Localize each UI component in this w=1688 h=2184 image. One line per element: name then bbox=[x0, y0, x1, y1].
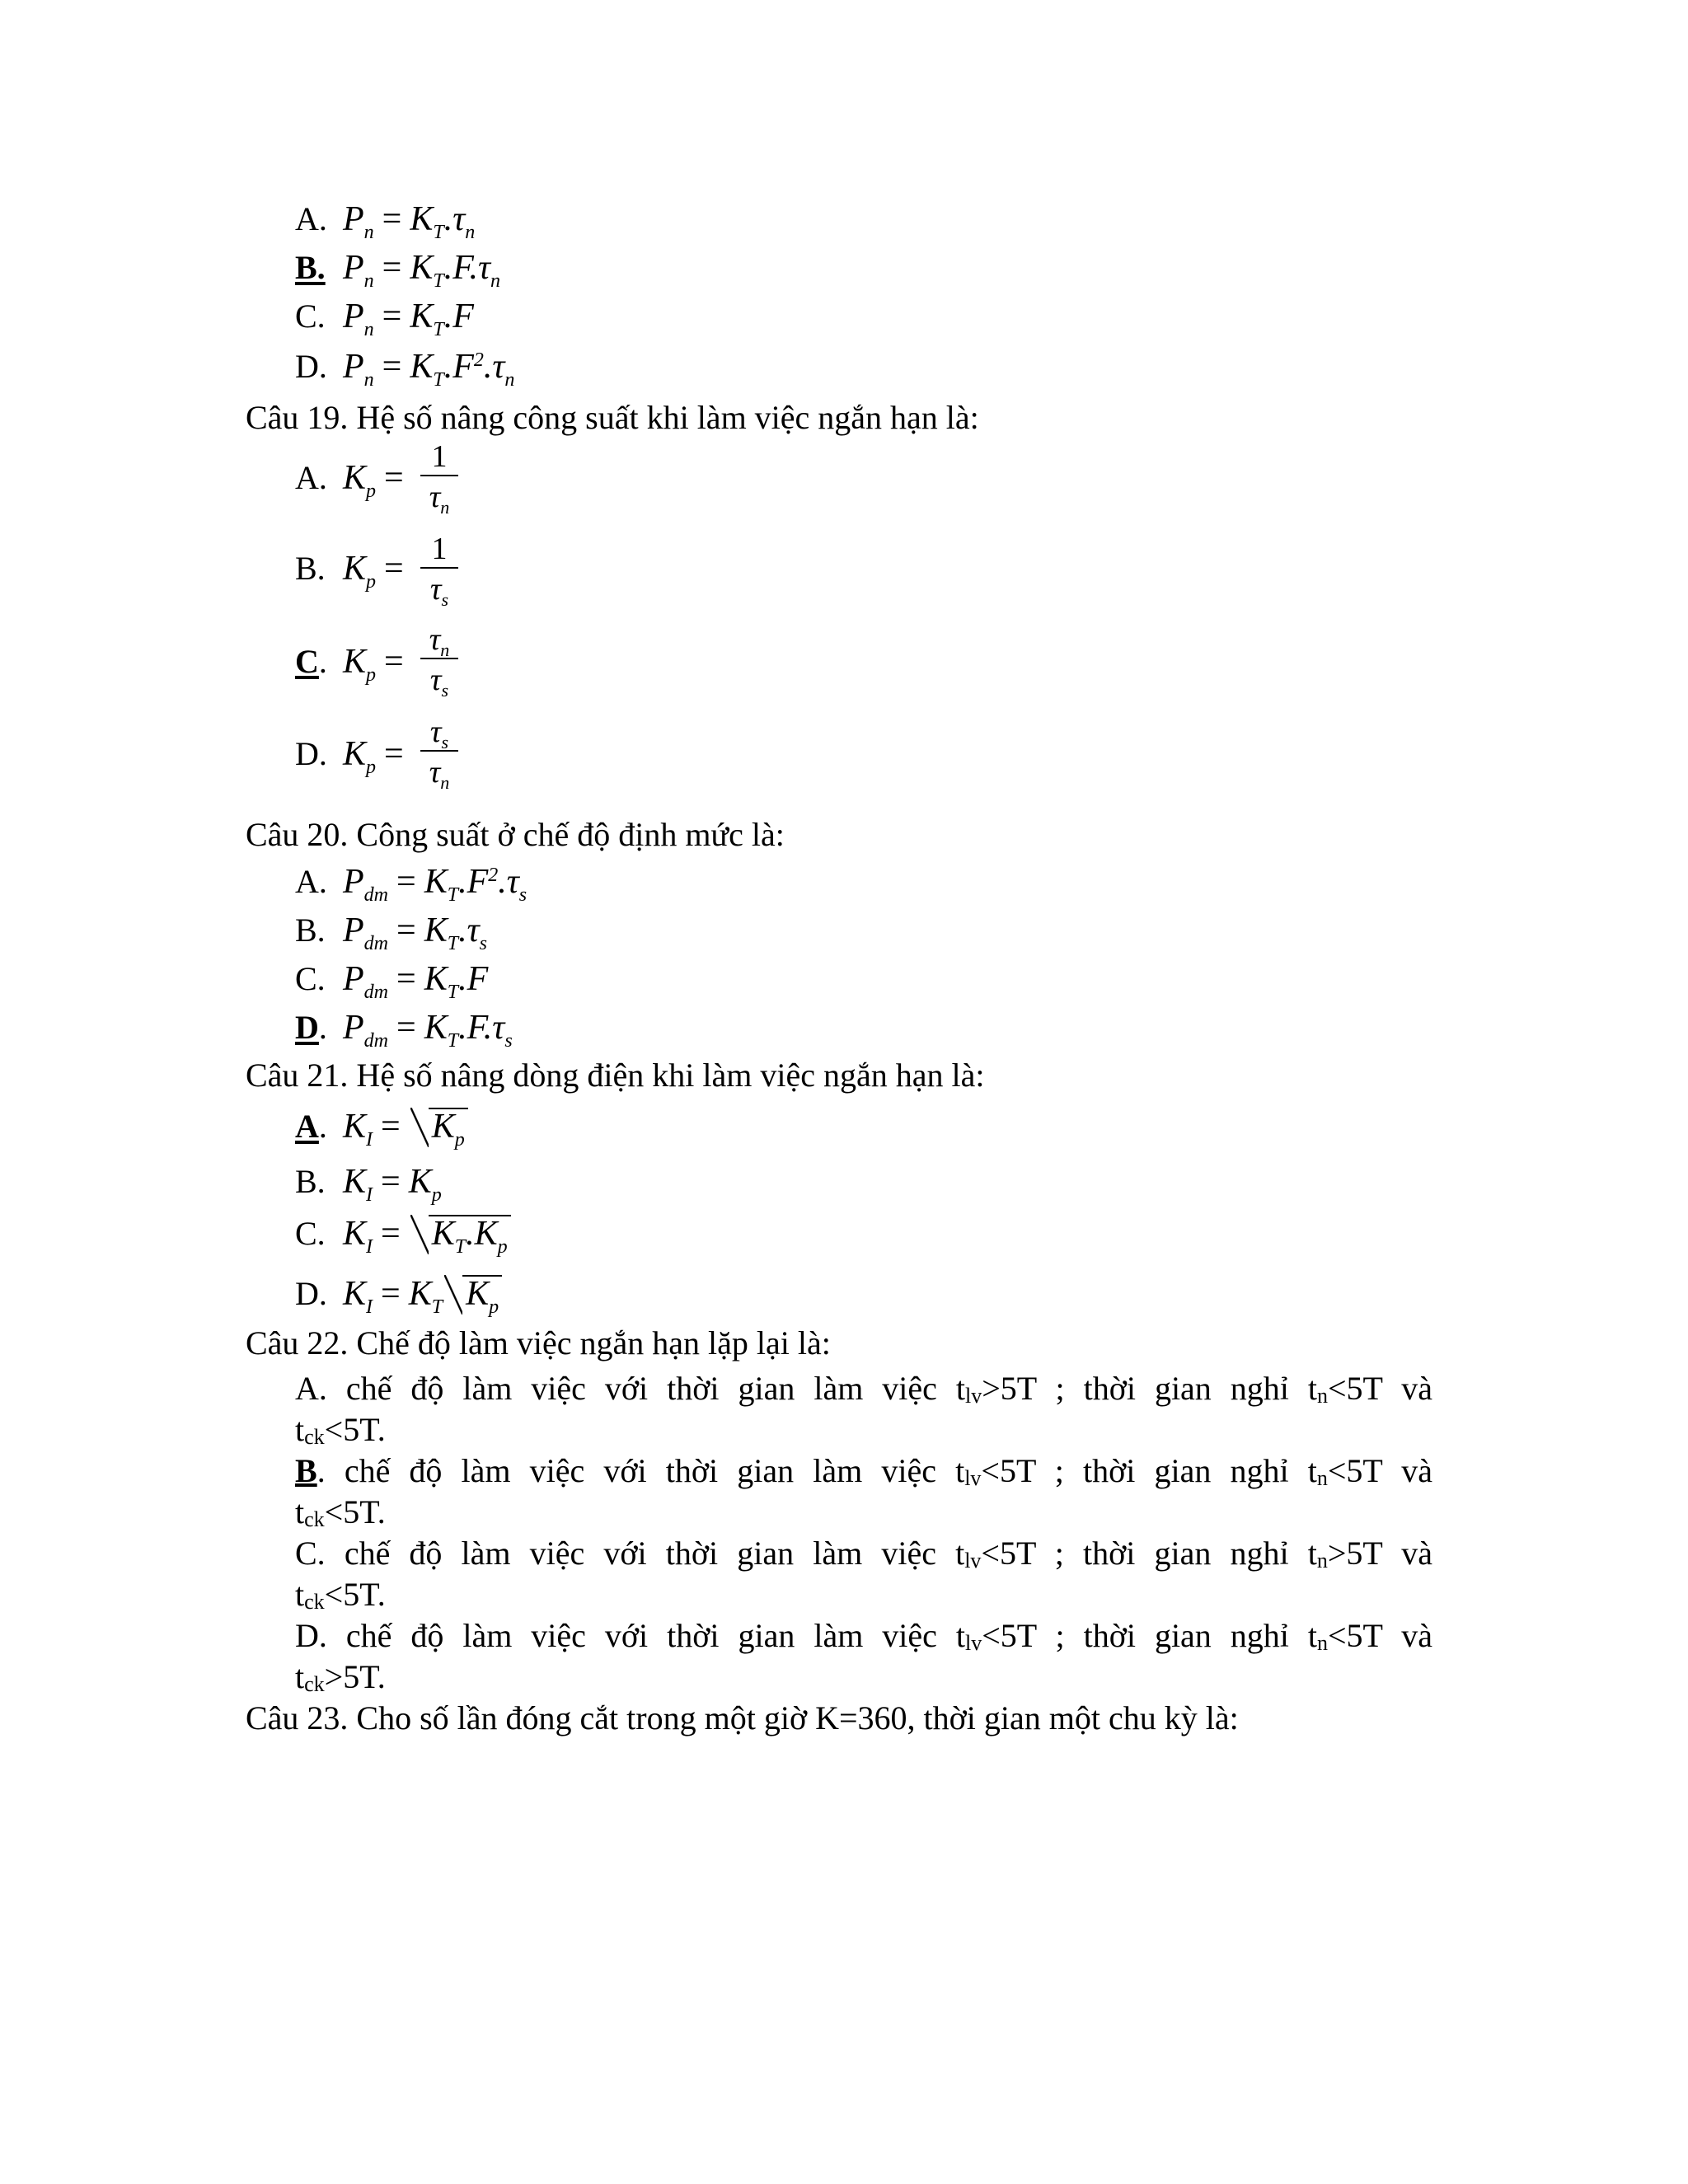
formula-lhs: $K_p$ = bbox=[343, 735, 404, 778]
q22-option-c-line1: C. chế độ làm việc với thời gian làm việc tlv<5T ; thời gian nghỉ tn>5T và bbox=[295, 1535, 1432, 1572]
q18-option-b bbox=[295, 251, 500, 291]
q22-option-d-line2: tck>5T. bbox=[295, 1658, 386, 1696]
formula: $P_{dm} = K_T.F.\tau_s$ bbox=[343, 1009, 513, 1052]
q19-b-fraction: $\frac{1}{\tau_s}$ bbox=[420, 531, 458, 607]
q22-option-d-line1: D. chế độ làm việc với thời gian làm việc tlv<5T ; thời gian nghỉ tn<5T và bbox=[295, 1617, 1433, 1655]
option-label: C. bbox=[295, 960, 326, 997]
option-label-correct: A. bbox=[295, 1108, 327, 1145]
question-23: Câu 23. Cho số lần đóng cắt trong một giờ K=360, thời gian một chu kỳ là: bbox=[246, 1699, 1239, 1736]
option-label-correct: D. bbox=[295, 1009, 327, 1046]
option-label: B. bbox=[295, 1163, 326, 1200]
option-label-correct: B. bbox=[295, 249, 326, 286]
q18-option-a bbox=[295, 202, 475, 242]
q20-option-c bbox=[295, 962, 488, 1002]
formula: $K_I = K_T$ $K_p$ bbox=[343, 1275, 502, 1317]
formula: $K_I = K_p$ bbox=[343, 1163, 442, 1206]
q21-option-b bbox=[295, 1165, 442, 1205]
q19-option-a bbox=[295, 461, 412, 501]
q21-option-c bbox=[295, 1215, 511, 1257]
question-20: Câu 20. Công suất ở chế độ định mức là: bbox=[246, 816, 785, 853]
q18-option-d bbox=[295, 349, 514, 390]
q19-a-fraction: $\frac{1}{\tau_n}$ bbox=[420, 438, 458, 514]
q19-d-fraction: $\frac{\tau_s}{\tau_n}$ bbox=[420, 714, 458, 790]
option-label: A. bbox=[295, 863, 327, 900]
square-root: $K_p$ bbox=[462, 1275, 502, 1317]
q20-option-b bbox=[295, 913, 487, 954]
q22-option-b-line2: tck<5T. bbox=[295, 1493, 386, 1531]
option-label-correct: C. bbox=[295, 643, 327, 680]
q19-c-fraction: $\frac{\tau_n}{\tau_s}$ bbox=[420, 621, 458, 697]
q22-option-a-line2: tck<5T. bbox=[295, 1411, 386, 1449]
option-label: A. bbox=[295, 200, 327, 237]
formula-lhs: $K_p$ = bbox=[343, 550, 404, 593]
formula: $P_{dm} = K_T.\tau_s$ bbox=[343, 912, 487, 954]
formula: $P_n = K_T.\tau_n$ bbox=[343, 200, 476, 243]
option-label: C. bbox=[295, 298, 326, 335]
formula: $P_{dm} = K_T.F$ bbox=[343, 960, 489, 1003]
q19-option-d bbox=[295, 737, 412, 777]
q22-option-a-line1: A. chế độ làm việc với thời gian làm việc tlv>5T ; thời gian nghỉ tn<5T và bbox=[295, 1370, 1433, 1408]
formula: $K_I = K_p$ bbox=[343, 1108, 468, 1150]
option-label-correct: B bbox=[295, 1452, 317, 1489]
option-label: C. bbox=[295, 1215, 326, 1252]
q19-option-b bbox=[295, 551, 412, 592]
option-label: D. bbox=[295, 348, 327, 385]
formula: $P_{dm} = K_T.F^2.\tau_s$ bbox=[343, 863, 528, 906]
q22-option-c-line2: tck<5T. bbox=[295, 1576, 386, 1614]
q20-option-a bbox=[295, 865, 527, 905]
formula: $P_n = K_T.F$ bbox=[343, 298, 474, 340]
formula: $K_I = K_T.K_p$ bbox=[343, 1215, 511, 1257]
q21-option-d bbox=[295, 1275, 502, 1317]
question-19: Câu 19. Hệ số nâng công suất khi làm việc ngắn hạn là: bbox=[246, 399, 979, 436]
square-root: $K_p$ bbox=[429, 1108, 468, 1150]
question-21: Câu 21. Hệ số nâng dòng điện khi làm việc ngắn hạn là: bbox=[246, 1057, 985, 1094]
formula: $P_n = K_T.F.\tau_n$ bbox=[343, 249, 500, 292]
formula-lhs: $K_p$ = bbox=[343, 643, 404, 686]
q22-option-b-line1: B. chế độ làm việc với thời gian làm việc tlv<5T ; thời gian nghỉ tn<5T và bbox=[295, 1452, 1432, 1490]
q21-option-a bbox=[295, 1108, 468, 1150]
option-label: D. bbox=[295, 1275, 327, 1312]
q20-option-d bbox=[295, 1010, 513, 1051]
option-label: D. bbox=[295, 735, 327, 772]
formula-lhs: $K_p$ = bbox=[343, 459, 404, 502]
option-label: A. bbox=[295, 459, 327, 496]
formula: $P_n = K_T.F^2.\tau_n$ bbox=[343, 348, 515, 391]
option-label: B. bbox=[295, 550, 326, 587]
square-root: $K_T.K_p$ bbox=[429, 1215, 511, 1257]
option-label: B. bbox=[295, 912, 326, 949]
question-22: Câu 22. Chế độ làm việc ngắn hạn lặp lại là: bbox=[246, 1324, 831, 1361]
q18-option-c bbox=[295, 299, 474, 340]
q19-option-c bbox=[295, 644, 412, 685]
